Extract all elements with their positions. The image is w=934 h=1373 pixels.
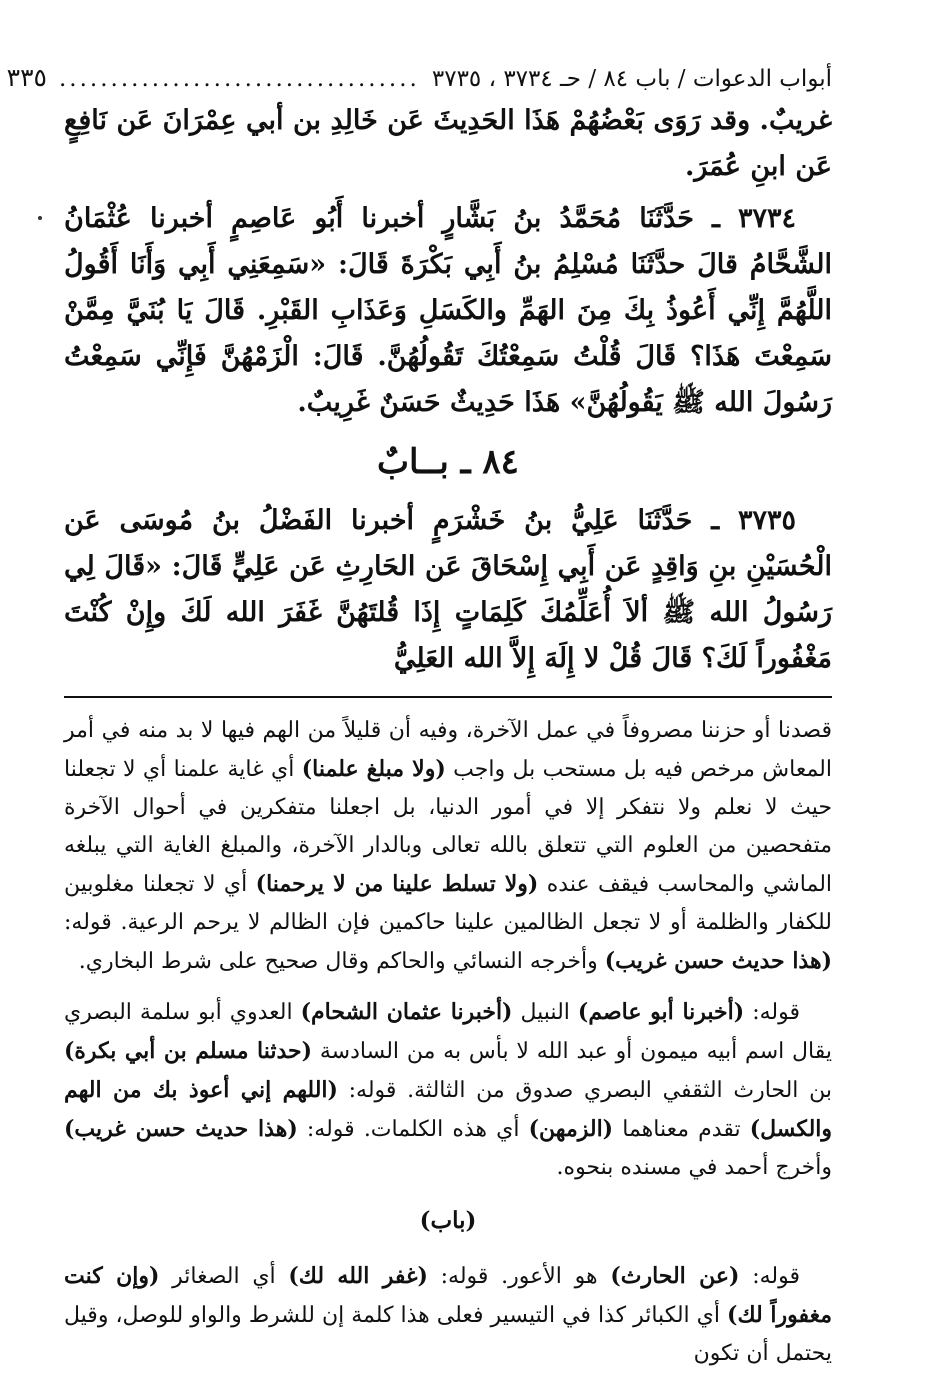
commentary-text: بن الحارث الثقفي البصري صدوق من الثالثة. قوله: — [337, 1078, 833, 1103]
commentary-paragraph-3 — [64, 1257, 832, 1373]
hadith-3735: ٣٧٣٥ ـ حَدَّثَنَا عَلِيُّ بنُ خَشْرَمٍ أخبرنا الفَضْلُ بنُ مُوسَى عَن الْحُسَيْنِ بنِ وَاقِدٍ عَن أَبِي إِسْحَاقَ عَن الحَارِثِ عَن عَلِيٍّ قَالَ: «قَالَ لِي رَسُولُ الله ﷺ ألاَ أُعَلِّمُكَ كَلِمَاتٍ إِذَا قُلتَهُنَّ غَفَرَ الله لَكَ وإِنْ كُنْتَ مَغْفُوراً لَكَ؟ قَالَ قُلْ لا إِلَهَ إِلاَّ الله العَلِيُّ — [64, 505, 832, 674]
margin-speck — [38, 216, 42, 220]
commentary-text: تقدم معناهما — [613, 1117, 750, 1142]
main-text — [64, 98, 832, 682]
quoted-lemma: (ولا مبلغ علمنا) — [301, 756, 446, 782]
quoted-lemma: (عن الحارث) — [610, 1263, 740, 1289]
commentary-text: أي الكبائر كذا في التيسير فعلى هذا كلمة إن للشرط والواو للوصل، وقيل يحتمل أن تكون — [64, 1303, 832, 1366]
quoted-lemma: (هذا حديث حسن غريب) — [64, 1116, 298, 1142]
quoted-lemma: (الزمهن) — [528, 1116, 614, 1142]
book-page — [6, 58, 833, 1373]
commentary-text: قصدنا أو حزننا مصروفاً في عمل الآخرة، وفيه أن قليلاً من الهم فيها لا بد منه في أمر المعاش مرخص فيه بل مستحب بل واجب — [64, 718, 832, 782]
quoted-lemma: (اللهم إني أعوذ بك من الهم والكسل) — [64, 1077, 833, 1142]
hadith-3734: ٣٧٣٤ ـ حَدَّثَنَا مُحَمَّدُ بنُ بَشَّارٍ أخبرنا أَبُو عَاصِمٍ أخبرنا عُثْمَانُ الشَّحَّامُ قالَ حدَّثَنَا مُسْلِمُ بنُ أَبِي بَكْرَةَ قَالَ: «سَمِعَنِي أَبِي وَأَنَا أَقُولُ اللَّهُمَّ إِنِّي أَعُوذُ بِكَ مِنَ الهَمِّ والكَسَلِ وَعَذَابِ القَبْرِ. قَالَ يَا بُنَيَّ مِمَّنْ سَمِعْتَ هَذَا؟ قَالَ قُلْتُ سَمِعْتُكَ تَقُولُهُنَّ. قَالَ: الْزَمْهُنَّ فَإِنِّي سَمِعْتُ رَسُولَ الله ﷺ يَقُولُهُنَّ» هَذَا حَدِيثٌ حَسَنٌ غَرِيبٌ. — [64, 203, 832, 418]
commentary-paragraph-2 — [64, 993, 832, 1187]
quoted-lemma: (وإن كنت مغفوراً لك) — [64, 1263, 832, 1328]
header-title: أبواب الدعوات / باب ٨٤ / حـ ٣٧٣٤ ، ٣٧٣٥ — [431, 66, 832, 92]
commentary-text: قوله: — [739, 1264, 800, 1289]
commentary-bab-heading: (باب) — [419, 1207, 477, 1234]
commentary-text: وأخرجه النسائي والحاكم وقال صحيح على شرط البخاري. — [78, 949, 605, 974]
commentary-text: أي غاية علمنا أي لا تجعلنا حيث لا نعلم ولا نتفكر إلا في أمور الدنيا، بل اجعلنا متفكرين في أحوال الآخرة متفحصين من العلوم التي تتعلق بالله تعالى وبالدار الآخرة، والمبلغ الغاية التي يبلغه الماشي والمحاسب فيقف عنده — [64, 757, 833, 897]
quoted-lemma: (ولا تسلط علينا من لا يرحمنا) — [255, 871, 539, 897]
commentary-text: أي الصغائر — [159, 1264, 289, 1289]
quoted-lemma: (حدثنا مسلم بن أبي بكرة) — [64, 1038, 313, 1064]
commentary-paragraph-1 — [64, 712, 832, 981]
quoted-lemma: (هذا حديث حسن غريب) — [604, 948, 832, 974]
chapter-heading: ٨٤ ـ بــابٌ — [377, 442, 519, 482]
commentary-text: قوله: — [744, 1000, 800, 1025]
footnote-divider — [64, 696, 832, 698]
quoted-lemma: (أخبرنا عثمان الشحام) — [300, 999, 513, 1025]
commentary-text: النبيل — [512, 1000, 578, 1025]
commentary-text: وأخرج أحمد في مسنده بنحوه. — [556, 1155, 832, 1180]
commentary-text: العدوي أبو سلمة البصري يقال اسم أبيه ميمون أو عبد الله لا بأس به من السادسة — [64, 1000, 832, 1064]
commentary-section — [64, 712, 832, 1373]
running-header — [6, 58, 832, 98]
commentary-text: هو الأعور. قوله: — [427, 1264, 611, 1289]
header-leader-dots: ................................... — [58, 66, 420, 92]
commentary-text: أي لا تجعلنا مغلوبين للكفار والظلمة أو لا تجعل الظالمين علينا حاكمين فإن الظالم لا يرحم الرعية. قوله: — [64, 872, 832, 935]
main-paragraph-1: غريبٌ. وقد رَوَى بَعْضُهُمْ هَذَا الحَدِيثَ عَن خَالِدِ بن أبي عِمْرَانَ عَن نَافِعٍ عَن ابنِ عُمَرَ. — [64, 105, 832, 182]
quoted-lemma: (غفر الله لك) — [288, 1263, 428, 1289]
page-number: ٣٣٥ — [6, 63, 47, 92]
commentary-text: أي هذه الكلمات. قوله: — [297, 1117, 529, 1142]
quoted-lemma: (أخبرنا أبو عاصم) — [577, 999, 745, 1025]
